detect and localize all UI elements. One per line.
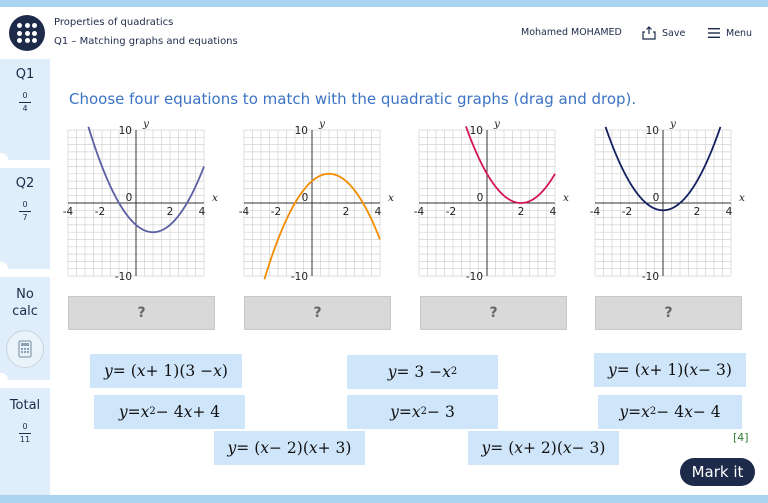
- equation-tile[interactable]: y = ( x + 1)( x − 3): [594, 353, 746, 387]
- equation-tile[interactable]: y = ( x + 1)(3 − x ): [90, 354, 242, 388]
- q1-score: [19, 90, 30, 115]
- x-tick-label: 4: [725, 206, 733, 218]
- question-title: Q1 – Matching graphs and equations: [54, 36, 238, 47]
- graph-svg: [60, 118, 220, 286]
- y-tick-label: 10: [469, 125, 483, 137]
- y-axis-label: y: [319, 118, 325, 130]
- x-axis-label: x: [563, 192, 569, 204]
- hamburger-icon: [708, 28, 720, 38]
- x-tick-label: -2: [445, 206, 457, 218]
- x-tick-label: 2: [342, 206, 350, 218]
- score-total: 7: [22, 213, 28, 222]
- quadratic-graph-2: [236, 118, 396, 286]
- x-tick-label: 2: [517, 206, 525, 218]
- graph-svg: [587, 118, 747, 286]
- q2-score: [19, 199, 30, 224]
- sidebar-item-label: Q1: [15, 67, 35, 82]
- y-axis-label: y: [494, 118, 500, 130]
- equation-tile[interactable]: y = x 2 − 4 x − 4: [598, 395, 742, 429]
- y-axis-label: y: [670, 118, 676, 130]
- y-tick-label: 10: [294, 125, 308, 137]
- x-axis-label: x: [388, 192, 394, 204]
- x-tick-label: -4: [413, 206, 425, 218]
- equation-tile[interactable]: y = x 2 − 4 x + 4: [94, 395, 245, 429]
- x-tick-label: 2: [166, 206, 174, 218]
- score-total: 11: [19, 435, 31, 444]
- x-tick-label: -4: [238, 206, 250, 218]
- score-total: 4: [22, 104, 28, 113]
- x-tick-label: -2: [94, 206, 106, 218]
- apps-grid-icon[interactable]: [9, 15, 45, 51]
- marks-available: [4]: [733, 431, 749, 444]
- quadratic-graph-3: [411, 118, 571, 286]
- menu-button[interactable]: [708, 23, 752, 43]
- origin-label: 0: [652, 192, 660, 204]
- x-axis-label: x: [212, 192, 218, 204]
- quadratic-graph-4: [587, 118, 747, 286]
- x-axis-label: x: [739, 192, 745, 204]
- drop-zone-3[interactable]: ?: [420, 296, 567, 330]
- sidebar: [0, 59, 50, 495]
- sidebar-item-label: Q2: [15, 176, 35, 191]
- sidebar-item-label: Total: [9, 398, 41, 413]
- y-tick-label: 10: [118, 125, 132, 137]
- sidebar-item-total[interactable]: [0, 398, 50, 446]
- x-tick-label: 4: [549, 206, 557, 218]
- graph-svg: [236, 118, 396, 286]
- sidebar-item-q2[interactable]: [0, 176, 50, 224]
- origin-label: 0: [476, 192, 484, 204]
- save-icon: [642, 26, 656, 40]
- x-tick-label: -4: [589, 206, 601, 218]
- top-strip: [0, 0, 768, 7]
- equation-tile[interactable]: y = ( x − 2)( x + 3): [214, 431, 365, 465]
- equation-tile[interactable]: y = x 2 − 3: [347, 395, 498, 429]
- equation-tile[interactable]: y = ( x + 2)( x − 3): [468, 431, 619, 465]
- x-tick-label: -2: [621, 206, 633, 218]
- header: [0, 7, 768, 59]
- no-calc-label-2: calc: [12, 304, 38, 319]
- graph-svg: [411, 118, 571, 286]
- origin-label: 0: [301, 192, 309, 204]
- instruction-text: Choose four equations to match with the quadratic graphs (drag and drop).: [69, 90, 637, 108]
- equation-tile[interactable]: y = 3 − x 2: [347, 355, 498, 389]
- x-tick-label: -4: [62, 206, 74, 218]
- mark-it-button[interactable]: Mark it: [680, 458, 755, 486]
- total-score: [19, 421, 30, 446]
- sidebar-item-q1[interactable]: [0, 67, 50, 115]
- no-calculator-icon: [6, 330, 44, 368]
- save-button[interactable]: [642, 23, 685, 43]
- page-title: Properties of quadratics: [54, 17, 174, 28]
- drop-zone-1[interactable]: ?: [68, 296, 215, 330]
- drop-zone-4[interactable]: ?: [595, 296, 742, 330]
- user-name: Mohamed MOHAMED: [521, 27, 622, 38]
- score-value: 0: [19, 199, 30, 212]
- score-value: 0: [19, 90, 30, 103]
- y-axis-label: y: [143, 118, 149, 130]
- x-tick-label: 4: [198, 206, 206, 218]
- save-label: Save: [662, 27, 686, 39]
- y-tick-label: -10: [290, 271, 308, 283]
- bottom-strip: [0, 495, 768, 503]
- y-tick-label: 10: [645, 125, 659, 137]
- x-tick-label: 4: [374, 206, 382, 218]
- drop-zone-2[interactable]: ?: [244, 296, 391, 330]
- sidebar-item-no-calc: [0, 286, 50, 320]
- x-tick-label: -2: [270, 206, 282, 218]
- no-calc-label-1: No: [16, 287, 34, 302]
- y-tick-label: -10: [465, 271, 483, 283]
- x-tick-label: 2: [693, 206, 701, 218]
- menu-label: Menu: [726, 27, 753, 39]
- y-tick-label: -10: [641, 271, 659, 283]
- score-value: 0: [19, 421, 30, 434]
- y-tick-label: -10: [114, 271, 132, 283]
- origin-label: 0: [125, 192, 133, 204]
- quadratic-graph-1: [60, 118, 220, 286]
